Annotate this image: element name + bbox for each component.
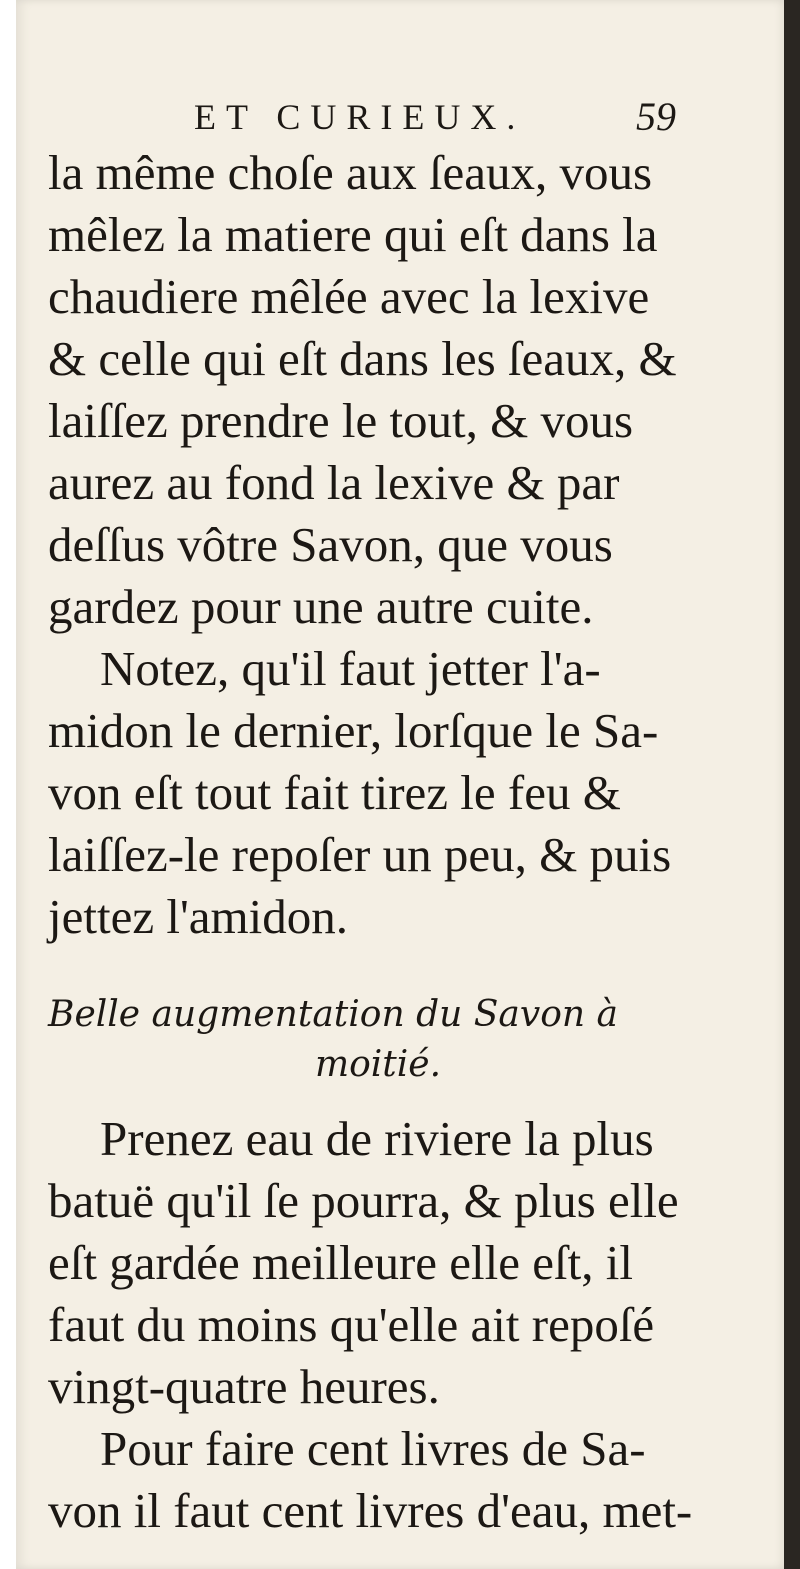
text-line: batuë qu'il ſe pourra, & plus elle bbox=[48, 1173, 679, 1228]
paragraph-quantities bbox=[48, 1418, 708, 1542]
text-line: von il faut cent livres d'eau, met- bbox=[48, 1483, 693, 1538]
text-line: aurez au fond la lexive & par bbox=[48, 455, 620, 510]
paragraph-continuation bbox=[48, 142, 708, 638]
spacer bbox=[48, 1090, 708, 1108]
text-line: midon le dernier, lorſque le Sa- bbox=[48, 703, 659, 758]
page-right-edge bbox=[784, 0, 800, 1569]
book-page bbox=[16, 0, 784, 1569]
text-line: chaudiere mêlée avec la lexive bbox=[48, 269, 650, 324]
page-left-margin bbox=[0, 0, 16, 1569]
body-text bbox=[48, 142, 708, 1542]
text-line: deſſus vôtre Savon, que vous bbox=[48, 517, 613, 572]
heading-line: Belle augmentation du Savon à bbox=[48, 994, 618, 1035]
text-line: von eſt tout fait tirez le feu & bbox=[48, 765, 621, 820]
text-line: jettez l'amidon. bbox=[48, 889, 349, 944]
text-line: eſt gardée meilleure elle eſt, il bbox=[48, 1235, 633, 1290]
text-line: vingt-quatre heures. bbox=[48, 1359, 440, 1414]
text-line: faut du moins qu'elle ait repoſé bbox=[48, 1297, 655, 1352]
text-line: Notez, qu'il faut jetter l'a- bbox=[100, 641, 601, 696]
heading-line: moitié. bbox=[314, 1044, 442, 1085]
paragraph-instructions bbox=[48, 1108, 708, 1418]
text-line: Prenez eau de riviere la plus bbox=[100, 1111, 654, 1166]
section-heading bbox=[48, 990, 708, 1090]
text-line: Pour faire cent livres de Sa- bbox=[100, 1421, 646, 1476]
text-line: laiſſez prendre le tout, & vous bbox=[48, 393, 634, 448]
page-number: 59 bbox=[636, 94, 676, 139]
text-line: laiſſez-le repoſer un peu, & puis bbox=[48, 827, 672, 882]
text-line: gardez pour une autre cuite. bbox=[48, 579, 594, 634]
text-line: & celle qui eſt dans les ſeaux, & bbox=[48, 331, 677, 386]
text-line: mêlez la matiere qui eſt dans la bbox=[48, 207, 658, 262]
text-line: la même choſe aux ſeaux, vous bbox=[48, 145, 653, 200]
paragraph-note bbox=[48, 638, 708, 948]
spacer bbox=[48, 948, 708, 990]
running-head-title: ET CURIEUX. bbox=[194, 97, 526, 137]
